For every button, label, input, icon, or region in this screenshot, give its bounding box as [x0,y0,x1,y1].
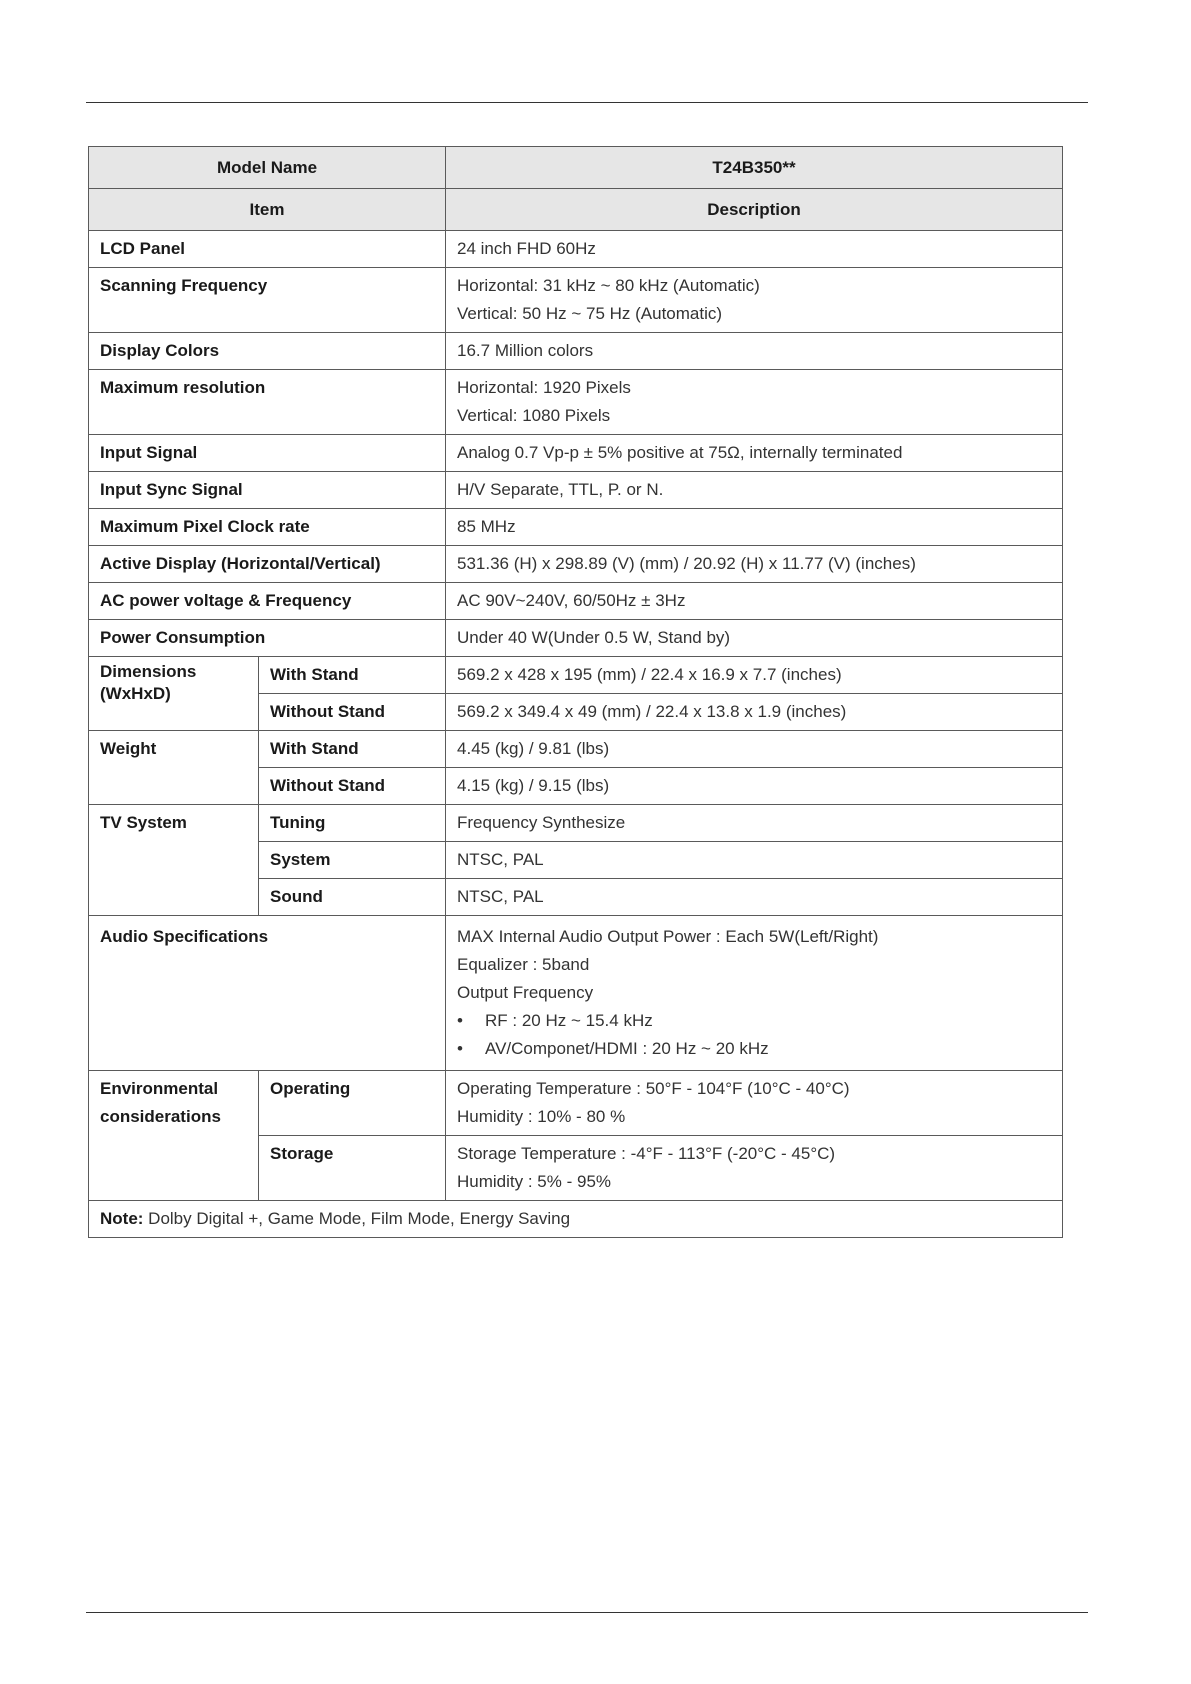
operating-label: Operating [259,1071,446,1136]
note-row [89,1201,1063,1238]
spec-table [88,146,1063,1238]
table-row [89,546,1063,583]
weight-with-label: With Stand [259,731,446,768]
weight-without-label: Without Stand [259,768,446,805]
scan-label: Scanning Frequency [89,268,446,333]
table-row [89,472,1063,509]
model-row [89,147,1063,189]
power-label: Power Consumption [89,620,446,657]
input-label: Input Signal [89,435,446,472]
input-value: Analog 0.7 Vp-p ± 5% positive at 75Ω, internally terminated [446,435,1063,472]
audio-rf-text: RF : 20 Hz ~ 15.4 kHz [485,1011,653,1030]
note-text: Dolby Digital +, Game Mode, Film Mode, Energy Saving [143,1209,571,1228]
table-row [89,620,1063,657]
operating-temperature: Operating Temperature : 50°F - 104°F (10°C - 40°C) [457,1079,850,1098]
tv-system-label: TV System [89,805,259,916]
dim-with-value: 569.2 x 428 x 195 (mm) / 22.4 x 16.9 x 7.7 (inches) [446,657,1063,694]
storage-humidity: Humidity : 5% - 95% [457,1172,612,1191]
dim-without-label: Without Stand [259,694,446,731]
ac-label: AC power voltage & Frequency [89,583,446,620]
sound-label: Sound [259,879,446,916]
operating-humidity: Humidity : 10% - 80 % [457,1107,626,1126]
note-cell [89,1201,1063,1238]
environment-label-line1: Environmental [100,1079,219,1098]
table-row [89,370,1063,435]
clock-value: 85 MHz [446,509,1063,546]
tuning-value: Frequency Synthesize [446,805,1063,842]
scan-vertical: Vertical: 50 Hz ~ 75 Hz (Automatic) [457,304,723,323]
storage-label: Storage [259,1136,446,1201]
audio-output-frequency: Output Frequency [457,983,594,1002]
sound-value: NTSC, PAL [446,879,1063,916]
weight-label: Weight [89,731,259,805]
audio-equalizer: Equalizer : 5band [457,955,590,974]
environment-label [89,1071,259,1201]
table-row [89,509,1063,546]
storage-value [446,1136,1063,1201]
tuning-label: Tuning [259,805,446,842]
storage-temperature: Storage Temperature : -4°F - 113°F (-20°C - 45°C) [457,1144,836,1163]
colors-label: Display Colors [89,333,446,370]
operating-value [446,1071,1063,1136]
active-value: 531.36 (H) x 298.89 (V) (mm) / 20.92 (H) x 11.77 (V) (inches) [446,546,1063,583]
table-row [89,333,1063,370]
system-label: System [259,842,446,879]
lcd-value: 24 inch FHD 60Hz [446,231,1063,268]
table-row [89,583,1063,620]
dimensions-label: Dimensions (WxHxD) [89,657,259,731]
bullet-icon: • [457,1011,463,1030]
sync-label: Input Sync Signal [89,472,446,509]
bullet-icon: • [457,1039,463,1058]
note-label: Note: [100,1209,144,1228]
table-row [89,731,1063,768]
lcd-label: LCD Panel [89,231,446,268]
dim-without-value: 569.2 x 349.4 x 49 (mm) / 22.4 x 13.8 x 1.9 (inches) [446,694,1063,731]
table-row [89,435,1063,472]
sync-value: H/V Separate, TTL, P. or N. [446,472,1063,509]
table-row [89,805,1063,842]
table-row [89,231,1063,268]
audio-av-text: AV/Componet/HDMI : 20 Hz ~ 20 kHz [485,1039,769,1058]
table-row [89,1071,1063,1136]
clock-label: Maximum Pixel Clock rate [89,509,446,546]
audio-value [446,916,1063,1071]
column-header-row [89,189,1063,231]
maxres-horizontal: Horizontal: 1920 Pixels [457,378,631,397]
model-value: T24B350** [446,147,1063,189]
power-value: Under 40 W(Under 0.5 W, Stand by) [446,620,1063,657]
model-label: Model Name [89,147,446,189]
table-row [89,916,1063,1071]
maxres-vertical: Vertical: 1080 Pixels [457,406,611,425]
audio-power: MAX Internal Audio Output Power : Each 5W(Left/Right) [457,927,879,946]
item-header: Item [89,189,446,231]
maxres-value [446,370,1063,435]
colors-value: 16.7 Million colors [446,333,1063,370]
maxres-label: Maximum resolution [89,370,446,435]
weight-with-value: 4.45 (kg) / 9.81 (lbs) [446,731,1063,768]
table-row [89,657,1063,694]
audio-bullet-av [457,1035,1051,1063]
active-label: Active Display (Horizontal/Vertical) [89,546,446,583]
description-header: Description [446,189,1063,231]
footer-rule [86,1612,1088,1613]
audio-label: Audio Specifications [89,916,446,1071]
header-rule [86,102,1088,103]
system-value: NTSC, PAL [446,842,1063,879]
ac-value: AC 90V~240V, 60/50Hz ± 3Hz [446,583,1063,620]
environment-label-line2: considerations [100,1107,221,1126]
table-row [89,268,1063,333]
scan-horizontal: Horizontal: 31 kHz ~ 80 kHz (Automatic) [457,276,760,295]
weight-without-value: 4.15 (kg) / 9.15 (lbs) [446,768,1063,805]
audio-bullet-rf [457,1007,1051,1035]
dim-with-label: With Stand [259,657,446,694]
scan-value [446,268,1063,333]
